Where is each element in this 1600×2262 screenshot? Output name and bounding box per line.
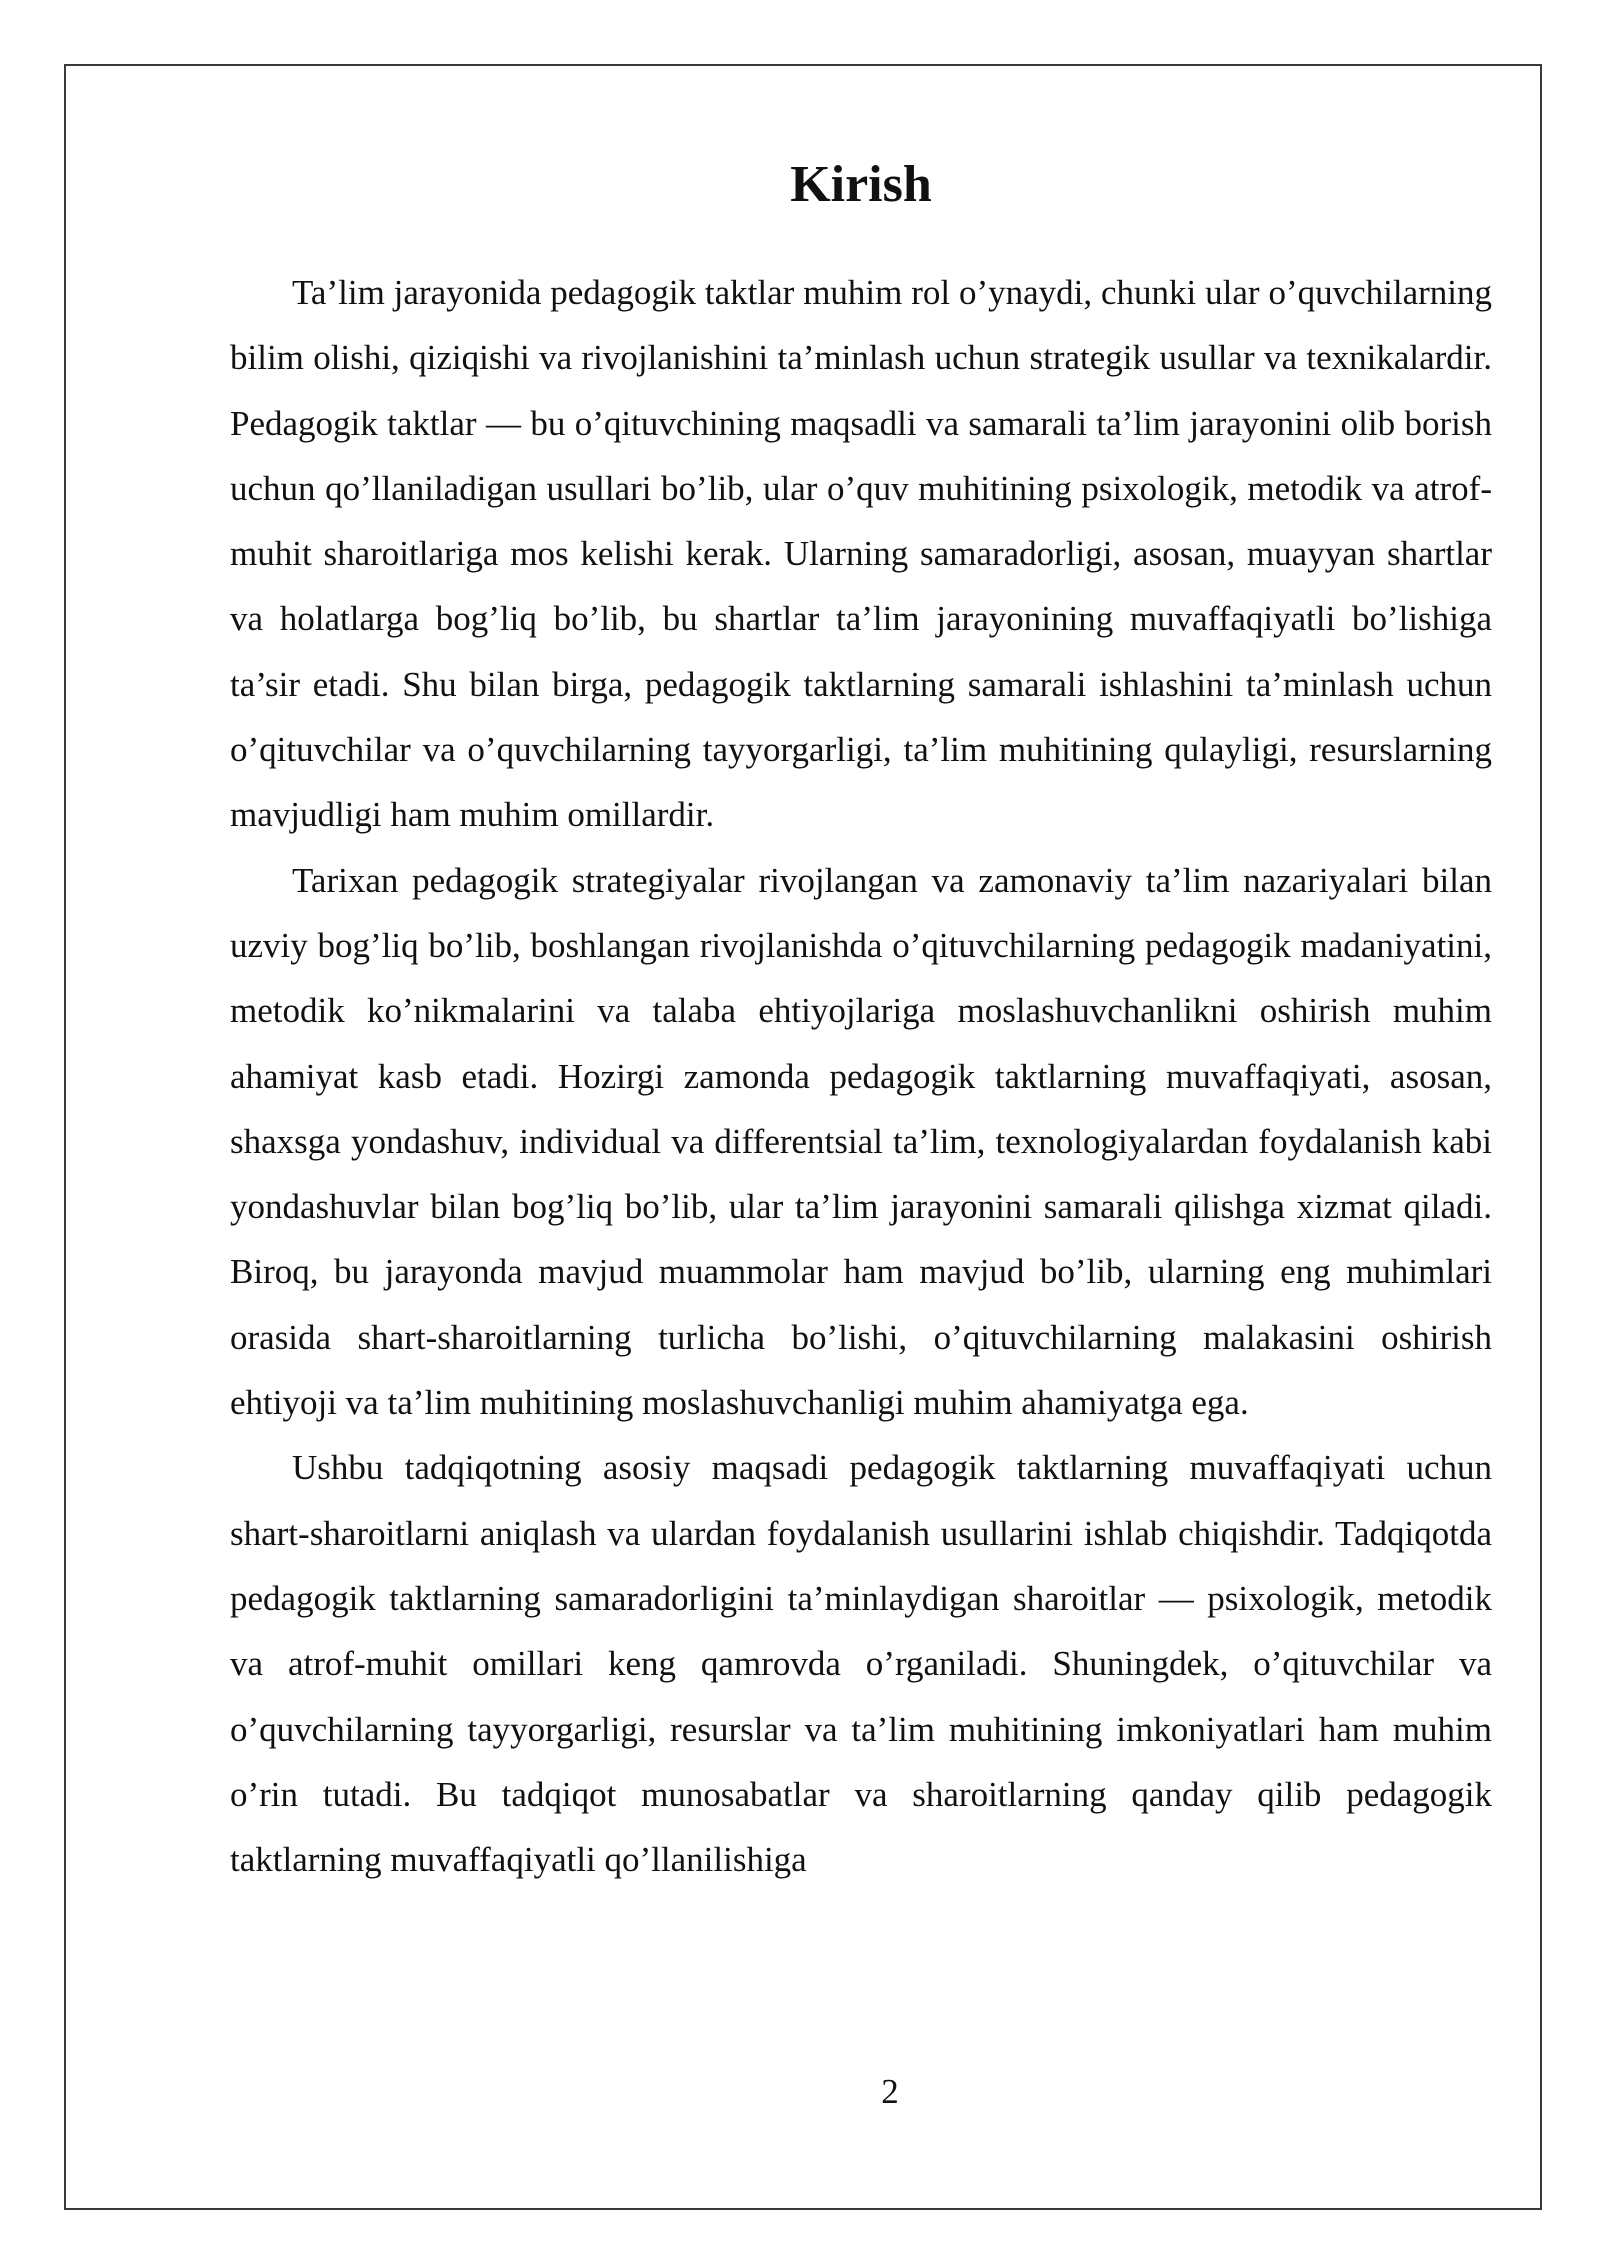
page-title: Kirish xyxy=(790,156,932,213)
paragraph-2: Tarixan pedagogik strategiyalar rivojlangan va zamonaviy ta’lim nazariyalari bilan uzviy bog’liq bo’lib, boshlangan rivojlanishda o’qituvchilarning pedagogik madaniyatini, metodik ko’nikmalarini va talaba ehtiyojlariga moslashuvchanlikni oshirish muhim ahamiyat kasb etadi. Hozirgi zamonda pedagogik taktlarning muvaffaqiyati, asosan, shaxsga yondashuv, individual va differentsial ta’lim, texnologiyalardan foydalanish kabi yondashuvlar bilan bog’liq bo’lib, ular ta’lim jarayonini samarali qilishga xizmat qiladi. Biroq, bu jarayonda mavjud muammolar ham mavjud bo’lib, ularning eng muhimlari orasida shart-sharoitlarning turlicha bo’lishi, o’qituvchilarning malakasini oshirish ehtiyoji va ta’lim muhitining moslashuvchanligi muhim ahamiyatga ega. xyxy=(230,860,1492,1423)
paragraph-1: Ta’lim jarayonida pedagogik taktlar muhim rol o’ynaydi, chunki ular o’quvchilarning bilim olishi, qiziqishi va rivojlanishini ta’minlash uchun strategik usullar va texnikalardir. Pedagogik taktlar — bu o’qituvchining maqsadli va samarali ta’lim jarayonini olib borish uchun qo’llaniladigan usullari bo’lib, ular o’quv muhitining psixologik, metodik va atrof-muhit sharoitlariga mos kelishi kerak. Ularning samaradorligi, asosan, muayyan shartlar va holatlarga bog’liq bo’lib, bu shartlar ta’lim jarayonining muvaffaqiyatli bo’lishiga ta’sir etadi. Shu bilan birga, pedagogik taktlarning samarali ishlashini ta’minlash uchun o’qituvchilar va o’quvchilarning tayyorgarligi, ta’lim muhitining qulayligi, resurslarning mavjudligi ham muhim omillardir. xyxy=(230,273,1492,835)
paragraph-3: Ushbu tadqiqotning asosiy maqsadi pedagogik taktlarning muvaffaqiyati uchun shart-sharoitlarni aniqlash va ulardan foydalanish usullarini ishlab chiqishdir. Tadqiqotda pedagogik taktlarning samaradorligini ta’minlaydigan sharoitlar — psixologik, metodik va atrof-muhit omillari keng qamrovda o’rganiladi. Shuningdek, o’qituvchilar va o’quvchilarning tayyorgarligi, resurslar va ta’lim muhitining imkoniyatlari ham muhim o’rin tutadi. Bu tadqiqot munosabatlar va sharoitlarning qanday qilib pedagogik taktlarning muvaffaqiyatli qo’llanilishiga xyxy=(230,1448,1492,1880)
page-number: 2 xyxy=(881,2072,899,2111)
page-content xyxy=(230,150,1492,1892)
